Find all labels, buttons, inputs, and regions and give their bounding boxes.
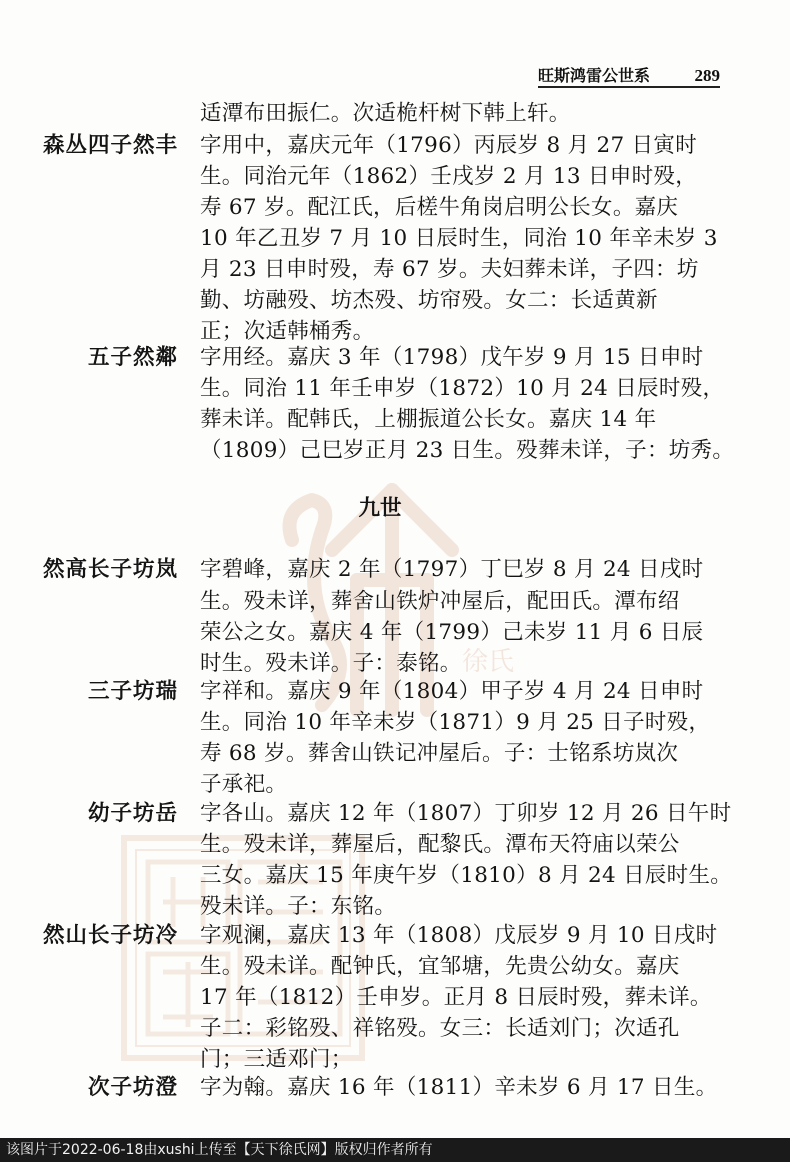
entry-label: 森丛四子然丰: [42, 133, 178, 158]
page-number: 289: [694, 66, 720, 85]
entry-line: 寿 67 岁。配江氏，后槎牛角岗启明公长女。嘉庆: [200, 195, 679, 220]
entry-line: 字碧峰，嘉庆 2 年（1797）丁巳岁 8 月 24 日戌时: [200, 557, 704, 582]
entry-line: 生。同治元年（1862）壬戌岁 2 月 13 日申时殁，: [200, 164, 697, 189]
continuation-line: 适潭布田振仁。次适桅杆树下韩上轩。: [200, 101, 571, 126]
entry-line: 字观澜，嘉庆 13 年（1808）戊辰岁 9 月 10 日戌时: [200, 923, 718, 948]
entry-line: （1809）己巳岁正月 23 日生。殁葬未详，子：坊秀。: [200, 438, 735, 463]
watermark-logo-text: 徐氏: [462, 647, 515, 677]
entry-line: 生。同治 11 年壬申岁（1872）10 月 24 日辰时殁，: [200, 376, 725, 401]
header-rule: [538, 86, 720, 88]
entry-line: 17 年（1812）壬申岁。正月 8 日辰时殁，葬未详。: [200, 985, 712, 1010]
entry-label: 五子然鄰: [87, 345, 178, 370]
running-header: [538, 60, 720, 86]
entry-line: 正；次适韩桶秀。: [200, 319, 375, 344]
entry-line: 10 年乙丑岁 7 月 10 日辰时生，同治 10 年辛未岁 3: [200, 226, 718, 251]
entry-label: 幼子坊岳: [87, 801, 178, 826]
entry-line: 子二：彩铭殁、祥铭殁。女三：长适刘门；次适孔: [200, 1016, 680, 1041]
entry-line: 时生。殁未详。子：泰铭。: [200, 651, 462, 676]
entry-line: 殁未详。子：东铭。: [200, 894, 397, 919]
entry-line: 寿 68 岁。葬舍山铁记冲屋后。子：士铭系坊岚次: [200, 741, 679, 766]
entry-label: 然高长子坊岚: [42, 557, 178, 582]
running-title: 旺斯鸿雷公世系: [538, 66, 651, 85]
entry-line: 字各山。嘉庆 12 年（1807）丁卯岁 12 月 26 日午时: [200, 801, 732, 826]
entry-line: 三女。嘉庆 15 年庚午岁（1810）8 月 24 日辰时生。: [200, 863, 733, 888]
entry-line: 字用经。嘉庆 3 年（1798）戊午岁 9 月 15 日申时: [200, 345, 704, 370]
entry-line: 字为翰。嘉庆 16 年（1811）辛未岁 6 月 17 日生。: [200, 1075, 718, 1100]
entry-label: 次子坊澄: [87, 1075, 178, 1100]
copyright-footer: 该图片于2022-06-18由xushi上传至【天下徐氏网】版权归作者所有: [0, 1138, 790, 1162]
entry-line: 生。殁未详，葬舍山铁炉冲屋后，配田氏。潭布绍: [200, 589, 680, 614]
entry-line: 字祥和。嘉庆 9 年（1804）甲子岁 4 月 24 日申时: [200, 679, 704, 704]
entry-label: 三子坊瑞: [87, 679, 178, 704]
entry-line: 生。殁未详。配钟氏，宜邹塘，先贵公幼女。嘉庆: [200, 954, 680, 979]
entry-line: 月 23 日申时殁，寿 67 岁。夫妇葬未详，子四：坊: [200, 257, 699, 282]
entry-line: 生。殁未详，葬屋后，配黎氏。潭布天符庙以荣公: [200, 832, 680, 857]
section-heading: 九世: [358, 496, 402, 521]
entry-line: 字用中，嘉庆元年（1796）丙辰岁 8 月 27 日寅时: [200, 133, 697, 158]
entry-line: 勤、坊融殁、坊杰殁、坊帘殁。女二：长适黄新: [200, 288, 658, 313]
entry-label: 然山长子坊冷: [42, 923, 178, 948]
entry-line: 生。同治 10 年辛未岁（1871）9 月 25 日子时殁，: [200, 710, 711, 735]
entry-line: 子承祀。: [200, 772, 288, 797]
entry-line: 荣公之女。嘉庆 4 年（1799）己未岁 11 月 6 日辰: [200, 620, 704, 645]
entry-line: 葬未详。配韩氏，上棚振道公长女。嘉庆 14 年: [200, 407, 657, 432]
entry-line: 门；三适邓门；: [200, 1047, 353, 1072]
